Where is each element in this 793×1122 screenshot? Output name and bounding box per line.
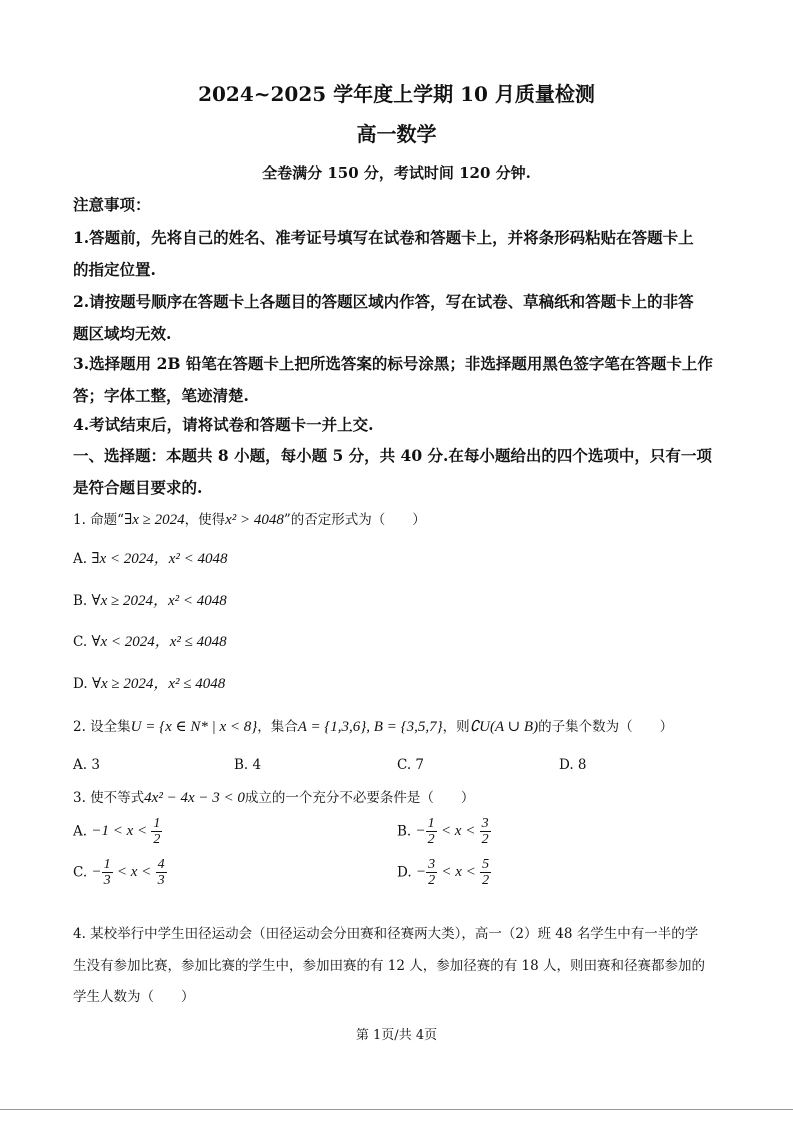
q3-c-den-2: 3 xyxy=(157,873,165,888)
q3-option-c-mid: < x < xyxy=(116,864,152,880)
q3-option-a-label: A. xyxy=(73,823,88,840)
q3-option-b-sign: − xyxy=(415,823,426,839)
q3-d-num-1: 3 xyxy=(428,857,436,872)
q3-b-num-1: 1 xyxy=(427,816,435,831)
q1-option-b-math: ∀x ≥ 2024，x² < 4048 xyxy=(91,593,227,609)
q3-option-d-label: D. xyxy=(397,864,412,881)
q2-math-3: ∁U(A ∪ B) xyxy=(469,719,539,735)
q3-c-num-2: 4 xyxy=(157,857,165,872)
section-1-line-2: 是符合题目要求的. xyxy=(73,478,203,497)
q1-option-b-label: B. xyxy=(73,593,88,609)
q3-option-b-fraction-1 xyxy=(426,816,437,847)
q3-option-a-left: −1 < x < xyxy=(91,823,148,839)
q1-option-a xyxy=(73,547,228,568)
page-number-footer: 第 1页/共 4页 xyxy=(355,1028,438,1043)
q3-b-den-1: 2 xyxy=(427,832,435,847)
q2-math-2: A = {1,3,6}, B = {3,5,7} xyxy=(297,719,443,735)
q2-option-b: B. 4 xyxy=(234,757,262,773)
q2-option-a: A. 3 xyxy=(73,757,100,773)
q3-option-c xyxy=(73,857,167,888)
q1-prefix: 1. 命题“ xyxy=(73,512,125,528)
q3-option-c-sign: − xyxy=(91,864,102,880)
q1-option-c xyxy=(73,630,227,651)
note-3-line-2: 答；字体工整，笔迹清楚. xyxy=(73,386,249,405)
exam-info: 全卷满分 150 分，考试时间 120 分钟. xyxy=(262,164,531,182)
q1-math-1: ∃x ≥ 2024 xyxy=(124,512,185,528)
question-1-stem xyxy=(73,508,426,529)
q3-option-a-fraction xyxy=(151,816,162,847)
exam-subtitle: 高一数学 xyxy=(356,122,437,146)
q1-mid: ，使得 xyxy=(184,512,226,528)
q3-option-b xyxy=(397,816,491,847)
bottom-divider xyxy=(0,1109,793,1110)
q2-math-1: U = {x ∈ N* | x < 8} xyxy=(130,719,258,735)
q3-b-den-2: 2 xyxy=(481,832,489,847)
q3-math: 4x² − 4x − 3 < 0 xyxy=(144,790,245,806)
q3-option-b-fraction-2 xyxy=(480,816,491,847)
q3-option-c-label: C. xyxy=(73,864,88,881)
q2-prefix: 2. 设全集 xyxy=(73,719,131,735)
q3-suffix: 成立的一个充分不必要条件是（ ） xyxy=(244,790,475,806)
q3-option-d xyxy=(397,857,491,888)
q3-a-num: 1 xyxy=(153,816,161,831)
note-3-line-1: 3.选择题用 2B 铅笔在答题卡上把所选答案的标号涂黑；非选择题用黑色签字笔在答题卡上作 xyxy=(73,354,713,373)
notes-heading: 注意事项： xyxy=(73,195,151,214)
q3-option-a xyxy=(73,816,162,847)
q1-math-2: x² > 4048 xyxy=(225,512,284,528)
q3-d-den-2: 2 xyxy=(482,873,490,888)
q3-b-num-2: 3 xyxy=(481,816,489,831)
q3-option-c-fraction-1 xyxy=(102,857,113,888)
note-1-line-1: 1.答题前，先将自己的姓名、准考证号填写在试卷和答题卡上，并将条形码粘贴在答题卡上 xyxy=(73,228,694,247)
q3-prefix: 3. 使不等式 xyxy=(73,790,145,806)
q3-c-num-1: 1 xyxy=(103,857,111,872)
q3-d-num-2: 5 xyxy=(482,857,490,872)
q1-option-d xyxy=(73,672,225,693)
q3-option-d-sign: − xyxy=(415,864,427,880)
q3-c-den-1: 3 xyxy=(103,873,111,888)
note-2-line-2: 题区域均无效. xyxy=(73,324,172,343)
q2-option-d: D. 8 xyxy=(559,757,587,773)
note-1-line-2: 的指定位置. xyxy=(73,260,156,279)
q3-a-den: 2 xyxy=(153,832,161,847)
q2-mid-1: ，集合 xyxy=(257,719,298,735)
q3-option-c-fraction-2 xyxy=(156,857,167,888)
note-4: 4.考试结束后，请将试卷和答题卡一并上交. xyxy=(73,415,374,434)
q1-option-a-math: ∃x < 2024，x² < 4048 xyxy=(91,551,228,567)
q1-option-c-math: ∀x < 2024，x² ≤ 4048 xyxy=(91,634,227,650)
q3-option-d-fraction-1 xyxy=(426,857,437,888)
q1-option-d-label: D. xyxy=(73,676,88,692)
note-2-line-1: 2.请按题号顺序在答题卡上各题目的答题区域内作答，写在试卷、草稿纸和答题卡上的非答 xyxy=(73,292,694,311)
q3-option-b-label: B. xyxy=(397,823,412,840)
q1-option-b xyxy=(73,589,227,610)
section-1-line-1: 一、选择题：本题共 8 小题，每小题 5 分，共 40 分.在每小题给出的四个选项中，只有一项 xyxy=(73,446,712,465)
q2-suffix: 的子集个数为（ ） xyxy=(538,719,674,735)
question-2-stem xyxy=(73,715,673,736)
question-4-line-2: 生没有参加比赛，参加比赛的学生中，参加田赛的有 12 人，参加径赛的有 18 人，则田赛和径赛都参加的 xyxy=(73,958,706,974)
question-3-stem xyxy=(73,786,474,807)
question-4-line-1: 4. 某校举行中学生田径运动会（田径运动会分田赛和径赛两大类），高一（2）班 48 名学生中有一半的学 xyxy=(73,926,699,942)
q2-option-c: C. 7 xyxy=(397,757,425,773)
q3-option-b-mid: < x < xyxy=(440,823,476,839)
q1-option-d-math: ∀x ≥ 2024，x² ≤ 4048 xyxy=(91,676,226,692)
q3-option-d-mid: < x < xyxy=(441,864,476,880)
q3-option-d-fraction-2 xyxy=(480,857,491,888)
q3-d-den-1: 2 xyxy=(428,873,436,888)
q2-mid-2: ，则 xyxy=(442,719,470,735)
q1-suffix: ”的否定形式为（ ） xyxy=(283,512,426,528)
q1-option-c-label: C. xyxy=(73,634,88,650)
exam-title: 2024~2025 学年度上学期 10 月质量检测 xyxy=(198,82,595,106)
question-4-line-3: 学生人数为（ ） xyxy=(73,989,195,1005)
q1-option-a-label: A. xyxy=(73,551,88,567)
